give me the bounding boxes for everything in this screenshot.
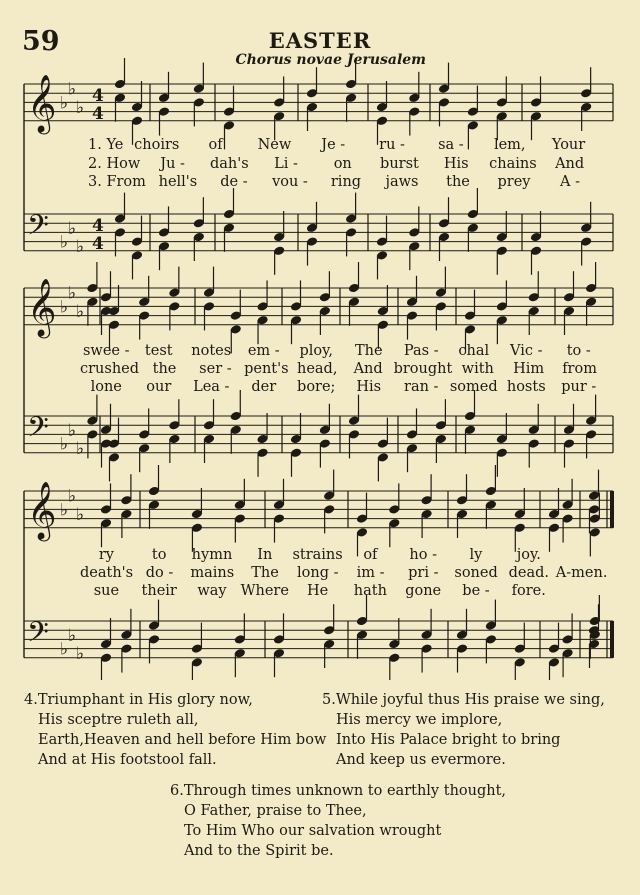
lyric-syllable: dah's	[209, 156, 249, 172]
lyric-syllable: 1. Ye	[88, 137, 124, 153]
time-signature: 4	[92, 104, 104, 124]
lyric-syllable: head,	[296, 361, 338, 377]
bass-clef-icon: 𝄢	[27, 411, 49, 451]
lyric-line	[80, 583, 608, 599]
verse-line: 5.While joyful thus His praise we sing,	[322, 692, 605, 708]
lyric-syllable: Vic -	[510, 343, 543, 359]
time-signature: 4	[92, 86, 104, 106]
flat-icon: ♭	[76, 302, 85, 322]
lyric-syllable: do -	[145, 565, 174, 581]
lyric-line	[80, 565, 608, 581]
flat-icon: ♭	[76, 505, 85, 525]
lyric-syllable: der	[251, 379, 277, 395]
flat-icon: ♭	[76, 439, 85, 460]
lyric-syllable: A-men.	[555, 565, 608, 581]
lyric-syllable: jaws	[385, 174, 419, 190]
lyric-syllable: ring	[330, 174, 362, 190]
lyric-syllable: sa -	[438, 137, 464, 153]
verse-line: 4.Triumphant in His glory now,	[24, 692, 253, 708]
verse-4	[24, 690, 326, 770]
verse-line: His sceptre ruleth all,	[38, 712, 199, 728]
lyric-line	[80, 379, 605, 395]
lyric-syllable: to -	[566, 343, 591, 359]
verse-line: Into His Palace bright to bring	[336, 732, 561, 748]
treble-clef-icon: 𝄞	[27, 74, 57, 132]
lyric-syllable: sue	[93, 583, 120, 599]
lyric-syllable: ran -	[404, 379, 439, 395]
flat-icon: ♭	[60, 232, 69, 253]
lyric-line	[80, 343, 605, 359]
lyric-syllable: brought	[393, 361, 453, 377]
flat-icon: ♭	[60, 434, 69, 455]
lyric-syllable: pent's	[244, 361, 289, 377]
lyric-line	[80, 547, 608, 563]
lyric-syllable: Where	[240, 583, 289, 599]
lyric-line	[88, 174, 598, 190]
flat-icon: ♭	[68, 420, 77, 441]
lyric-syllable: chains	[489, 156, 537, 172]
lyric-syllable: hymn	[191, 547, 233, 563]
flat-icon: ♭	[68, 625, 77, 646]
lyric-syllable: The	[251, 565, 279, 581]
page-number: 59	[22, 26, 60, 57]
lyric-syllable: Lea -	[193, 379, 230, 395]
verse-5	[322, 690, 605, 770]
flat-icon: ♭	[76, 98, 85, 118]
tune-name: Chorus novae Jerusalem	[235, 52, 426, 68]
lyric-syllable: Pas -	[403, 343, 439, 359]
verse-line: And keep us evermore.	[336, 752, 506, 768]
lyric-syllable: ly	[469, 547, 483, 563]
lyric-syllable: soned	[454, 565, 498, 581]
lyric-syllable: swee -	[82, 343, 130, 359]
verse-line: 6.Through times unknown to earthly thought,	[170, 783, 507, 799]
lyric-line	[80, 361, 605, 377]
lyric-syllable: burst	[380, 156, 419, 172]
lyric-syllable: His	[356, 379, 382, 395]
lyric-syllable: dead.	[508, 565, 550, 581]
lyric-syllable: the	[446, 174, 470, 190]
hymn-title: EASTER	[268, 28, 372, 53]
lyric-syllable: the	[152, 361, 177, 377]
flat-icon: ♭	[68, 486, 77, 507]
verse-line: And to the Spirit be.	[184, 843, 334, 859]
lyric-syllable: bore;	[297, 379, 336, 395]
treble-clef-icon: 𝄞	[27, 481, 57, 539]
lyric-syllable: somed	[449, 379, 498, 395]
flat-icon: ♭	[68, 218, 77, 239]
lyric-syllable: of	[208, 137, 223, 153]
lyric-syllable: death's	[80, 565, 134, 581]
lyric-syllable: pur -	[561, 379, 597, 395]
lyric-syllable: pri -	[408, 565, 439, 581]
verse-line: His mercy we implore,	[336, 712, 503, 728]
verse-line: Earth,Heaven and hell before Him bow	[38, 732, 327, 748]
lyric-syllable: lone	[90, 379, 122, 395]
lyric-syllable: de -	[220, 174, 248, 190]
lyric-syllable: mains	[190, 565, 235, 581]
lyric-syllable: 3. From	[88, 174, 146, 190]
lyric-syllable: Li -	[274, 156, 298, 172]
lyric-syllable: to	[151, 547, 167, 563]
flat-icon: ♭	[60, 639, 69, 660]
time-signature: 4	[92, 216, 104, 236]
lyric-syllable: em -	[247, 343, 280, 359]
lyric-syllable: A -	[560, 174, 581, 190]
lyric-syllable: crushed	[80, 361, 140, 377]
lyric-syllable: way	[197, 583, 227, 599]
lyric-syllable: choirs	[134, 137, 180, 153]
lyric-syllable: hath	[353, 583, 387, 599]
verse-line: And at His footstool fall.	[38, 752, 217, 768]
lyric-syllable: hosts	[506, 379, 546, 395]
verse-6	[170, 781, 506, 861]
lyric-syllable: ser -	[199, 361, 232, 377]
lyric-syllable: vou -	[272, 174, 308, 190]
lyric-syllable: He	[306, 583, 329, 599]
lyric-syllable: Je -	[321, 137, 346, 153]
lyric-syllable: notes	[191, 343, 232, 359]
verse-line: O Father, praise to Thee,	[184, 803, 367, 819]
bass-clef-icon: 𝄢	[27, 209, 49, 249]
flat-icon: ♭	[60, 500, 69, 521]
lyric-syllable: long -	[297, 565, 339, 581]
lyric-syllable: chal	[458, 343, 490, 359]
lyric-syllable: ry	[98, 547, 114, 563]
lyric-syllable: joy.	[516, 547, 541, 563]
lyric-syllable: Ju -	[160, 156, 185, 172]
lyric-syllable: fore.	[511, 583, 546, 599]
time-signature: 4	[92, 234, 104, 254]
lyric-syllable: New	[257, 137, 292, 153]
lyric-syllable: And	[353, 361, 383, 377]
lyric-line	[88, 156, 598, 172]
lyric-line	[88, 137, 598, 153]
lyric-syllable: test	[144, 343, 173, 359]
flat-icon: ♭	[68, 79, 77, 100]
lyric-syllable: on	[333, 156, 352, 172]
flat-icon: ♭	[76, 644, 85, 665]
lyric-syllable: be -	[462, 583, 490, 599]
lyric-syllable: 2. How	[88, 156, 141, 172]
lyric-syllable: Your	[551, 137, 586, 153]
flat-icon: ♭	[68, 283, 77, 304]
lyric-syllable: His	[443, 156, 469, 172]
lyric-syllable: strains	[292, 547, 343, 563]
lyric-syllable: of	[363, 547, 378, 563]
flat-icon: ♭	[60, 297, 69, 318]
lyric-syllable: hell's	[158, 174, 198, 190]
flat-icon: ♭	[60, 93, 69, 114]
lyric-syllable: im -	[356, 565, 385, 581]
lyric-syllable: Him	[513, 361, 545, 377]
lyric-syllable: ploy,	[299, 343, 334, 359]
lyric-syllable: The	[354, 343, 383, 359]
lyric-syllable: with	[461, 361, 494, 377]
flat-icon: ♭	[76, 237, 85, 258]
lyric-syllable: In	[257, 547, 273, 563]
lyric-syllable: And	[555, 156, 585, 172]
lyric-syllable	[555, 547, 608, 563]
lyric-syllable: gone	[405, 583, 442, 599]
lyric-syllable: lem,	[493, 137, 526, 153]
bass-clef-icon: 𝄢	[27, 616, 49, 656]
verse-line: To Him Who our salvation wrought	[184, 823, 442, 839]
lyric-syllable: ho -	[409, 547, 437, 563]
lyric-syllable: our	[146, 379, 172, 395]
lyric-syllable: from	[562, 361, 597, 377]
lyric-syllable: their	[141, 583, 177, 599]
treble-clef-icon: 𝄞	[27, 278, 57, 336]
lyric-syllable: ru -	[379, 137, 405, 153]
lyric-syllable	[555, 583, 608, 599]
lyric-syllable: prey	[497, 174, 531, 190]
